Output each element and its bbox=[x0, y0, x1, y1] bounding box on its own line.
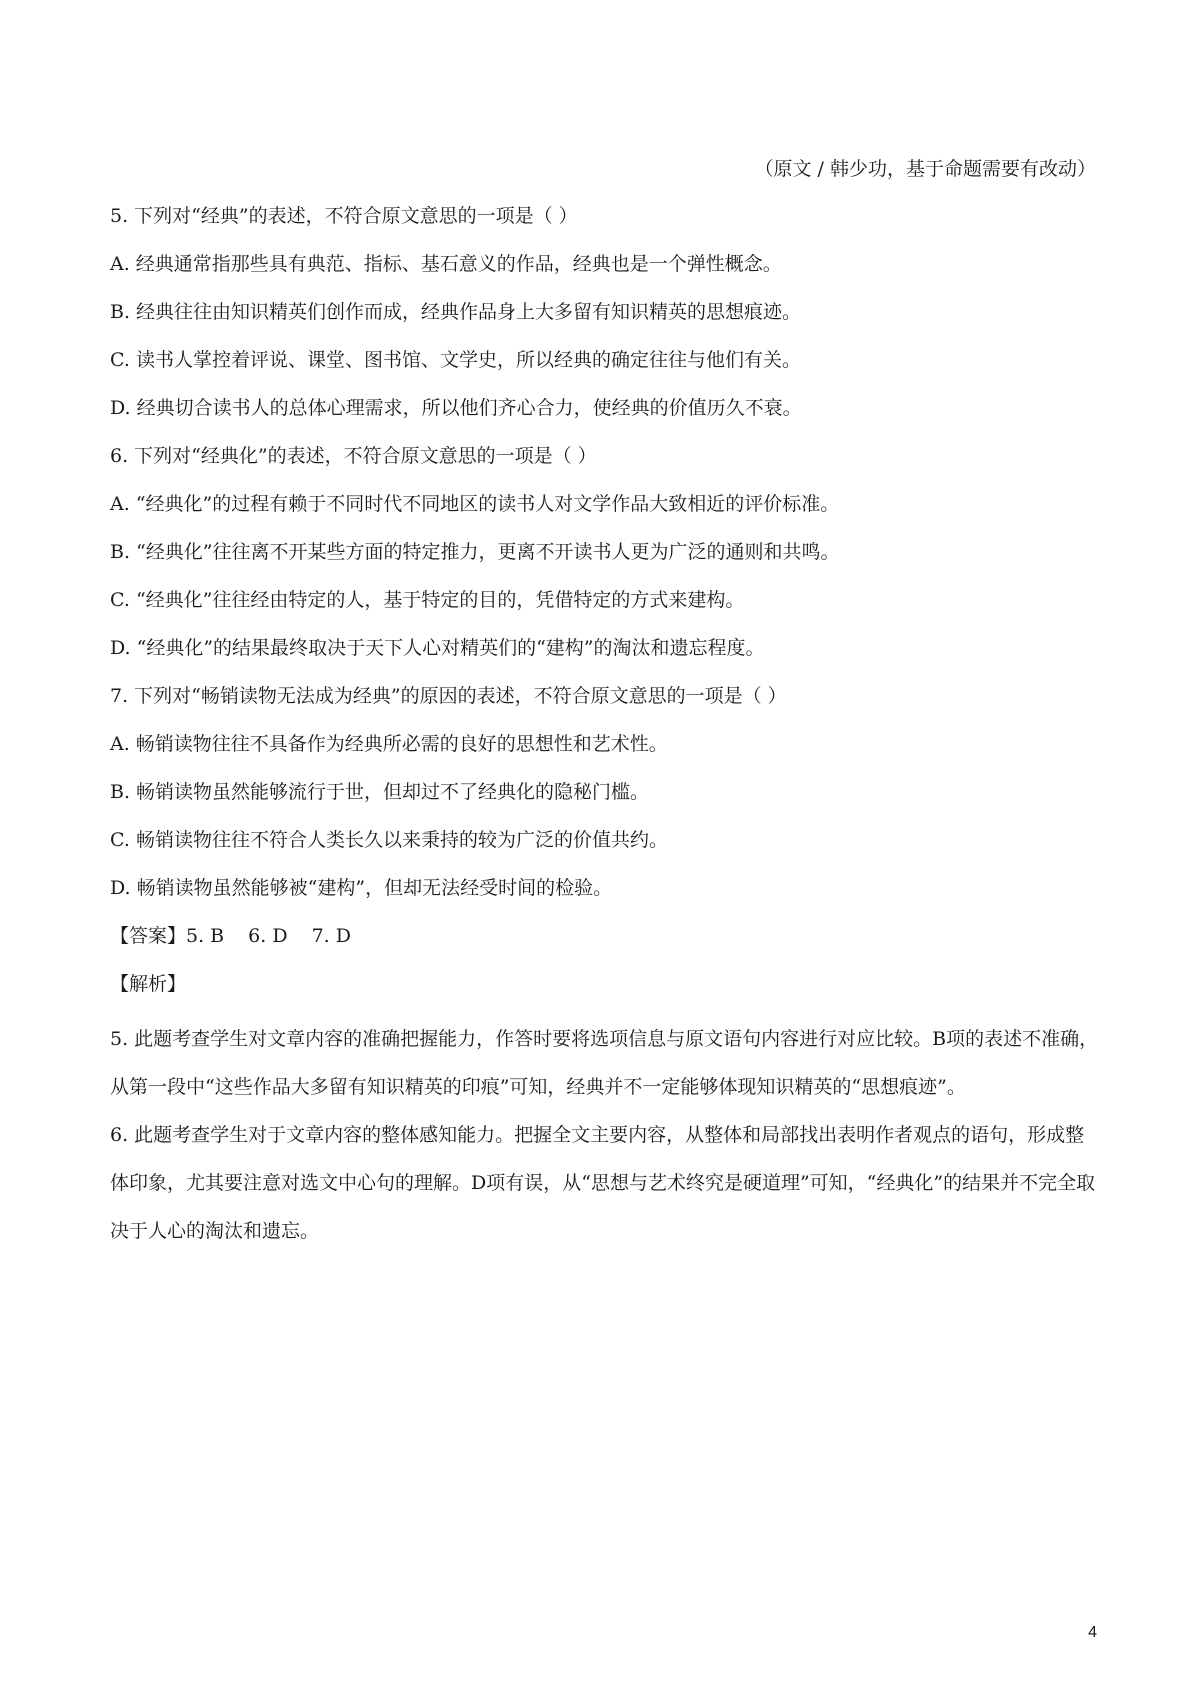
analysis-paragraph: 5. 此题考查学生对文章内容的准确把握能力，作答时要将选项信息与原文语句内容进行对应比较。B项的表述不准确，从第一段中“这些作品大多留有知识精英的印痕”可知，经典并不一定能够体现知识精英的“思想痕迹”。 bbox=[110, 1028, 1099, 1098]
option-c: C. 畅销读物往往不符合人类长久以来秉持的较为广泛的价值共约。 bbox=[110, 829, 668, 851]
answer-item: 5. B bbox=[186, 925, 225, 947]
option-a: A. 畅销读物往往不具备作为经典所必需的良好的思想性和艺术性。 bbox=[110, 733, 668, 755]
question-stem: 5. 下列对“经典”的表述，不符合原文意思的一项是（ ） bbox=[110, 205, 578, 227]
option-c: C. 读书人掌控着评说、课堂、图书馆、文学史，所以经典的确定往往与他们有关。 bbox=[110, 349, 801, 371]
option-d: D. 经典切合读书人的总体心理需求，所以他们齐心合力，使经典的价值历久不衰。 bbox=[110, 397, 802, 419]
source-attribution: （原文 / 韩少功，基于命题需要有改动） bbox=[754, 158, 1096, 180]
option-c: C. “经典化”往往经由特定的人，基于特定的目的，凭借特定的方式来建构。 bbox=[110, 589, 745, 611]
option-a: A. 经典通常指那些具有典范、指标、基石意义的作品，经典也是一个弹性概念。 bbox=[110, 253, 782, 275]
option-a: A. “经典化”的过程有赖于不同时代不同地区的读书人对文学作品大致相近的评价标准。 bbox=[110, 493, 840, 515]
analysis-label: 【解析】 bbox=[110, 973, 187, 995]
option-b: B. 畅销读物虽然能够流行于世，但却过不了经典化的隐秘门槛。 bbox=[110, 781, 650, 803]
answer-item: 6. D bbox=[248, 925, 288, 947]
question-stem: 6. 下列对“经典化”的表述，不符合原文意思的一项是（ ） bbox=[110, 445, 597, 467]
page-number: 4 bbox=[1088, 1624, 1097, 1641]
question-stem: 7. 下列对“畅销读物无法成为经典”的原因的表述，不符合原文意思的一项是（ ） bbox=[110, 685, 787, 707]
answer-item: 7. D bbox=[311, 925, 351, 947]
question-5 bbox=[110, 199, 1100, 439]
question-7 bbox=[110, 679, 1100, 919]
question-6 bbox=[110, 439, 1100, 679]
option-b: B. “经典化”往往离不开某些方面的特定推力，更离不开读书人更为广泛的通则和共鸣。 bbox=[110, 541, 840, 563]
option-d: D. “经典化”的结果最终取决于天下人心对精英们的“建构”的淘汰和遗忘程度。 bbox=[110, 637, 765, 659]
answer-line bbox=[110, 919, 1100, 967]
question-content bbox=[110, 199, 1100, 1255]
answer-label: 【答案】 bbox=[110, 925, 187, 947]
analysis-paragraph: 6. 此题考查学生对于文章内容的整体感知能力。把握全文主要内容，从整体和局部找出表明作者观点的语句，形成整体印象，尤其要注意对选文中心句的理解。D项有误，从“思想与艺术终究是硬道理”可知，“经典化”的结果并不完全取决于人心的淘汰和遗忘。 bbox=[110, 1124, 1096, 1242]
option-d: D. 畅销读物虽然能够被“建构”，但却无法经受时间的检验。 bbox=[110, 877, 613, 899]
option-b: B. 经典往往由知识精英们创作而成，经典作品身上大多留有知识精英的思想痕迹。 bbox=[110, 301, 802, 323]
